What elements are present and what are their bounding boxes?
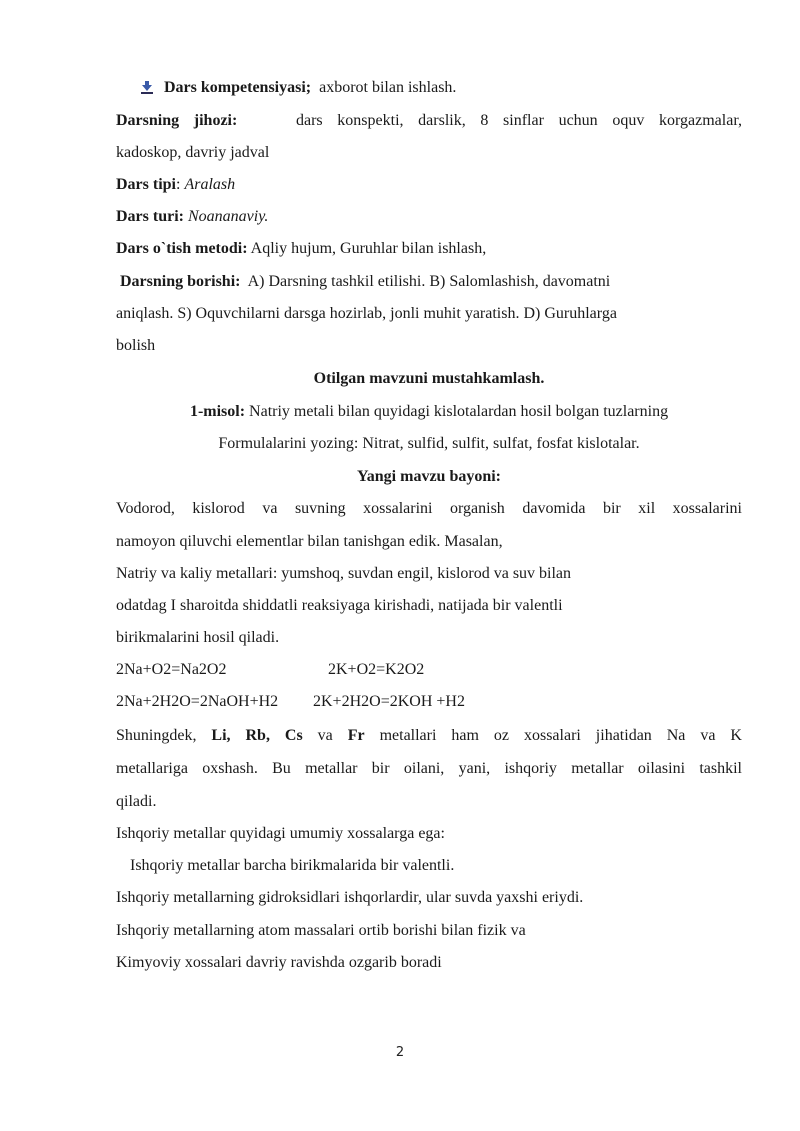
equipment-label: Darsning jihozi: xyxy=(116,112,238,129)
paragraph-2-line-2: odatdag I sharoitda shiddatli reaksiyaga kirishadi, natijada bir valentli xyxy=(116,597,563,614)
paragraph-3-line-3: qiladi. xyxy=(116,793,157,810)
lesson-type-line: Dars tipi: Aralash xyxy=(116,176,236,193)
lesson-process-line-1 xyxy=(120,272,746,292)
lesson-method-value: Aqliy hujum, Guruhlar bilan ishlash, xyxy=(250,240,487,257)
example-text-1: Natriy metali bilan quyidagi kislotalardan hosil bolgan tuzlarning xyxy=(249,403,669,420)
paragraph-1-line-1: Vodorod, kislorod va suvning xossalarini organish davomida bir xil xossalarini xyxy=(116,500,742,517)
p3-rest: metallari ham oz xossalari jihatidan Na va K xyxy=(364,727,742,744)
competency-value: axborot bilan ishlash. xyxy=(319,79,457,96)
paragraph-6: Ishqoriy metallarning gidroksidlari ishqorlardir, ular suvda yaxshi eriydi. xyxy=(116,889,584,906)
equation-row-1 xyxy=(116,660,742,680)
example-line-2: Formulalarini yozing: Nitrat, sulfid, sulfit, sulfat, fosfat kislotalar. xyxy=(218,435,640,452)
p3-mid: va xyxy=(302,727,348,744)
review-heading-text: Otilgan mavzuni mustahkamlash. xyxy=(313,370,545,387)
paragraph-4: Ishqoriy metallar quyidagi umumiy xossalarga ega: xyxy=(116,825,445,842)
competency-line xyxy=(140,78,740,98)
example-label: 1-misol: xyxy=(189,403,246,420)
example-line-1 xyxy=(116,402,742,422)
lesson-process-line-3: bolish xyxy=(116,337,156,354)
paragraph-3-line-2: metallariga oxshash. Bu metallar bir oilani, yani, ishqoriy metallar oilasini tashkil xyxy=(116,760,742,777)
p3-bold-fr: Fr xyxy=(347,727,365,744)
review-heading xyxy=(116,369,742,389)
lesson-kind-line xyxy=(116,207,742,227)
lesson-process-value-1: A) Darsning tashkil etilishi. B) Salomlashish, davomatni xyxy=(247,273,611,290)
equation-k-h2o: 2K+2H2O=2KOH +H2 xyxy=(313,693,465,710)
competency-label: Dars kompetensiyasi; xyxy=(164,79,312,96)
paragraph-5: Ishqoriy metallar barcha birikmalarida bir valentli. xyxy=(130,857,455,874)
new-topic-heading xyxy=(116,467,742,487)
equation-na-h2o: 2Na+2H2O=2NaOH+H2 xyxy=(116,693,279,710)
lesson-kind-label: Dars turi: xyxy=(116,208,184,225)
lesson-process-line-2: aniqlash. S) Oquvchilarni darsga hozirlab, jonli muhit yaratish. D) Guruhlarga xyxy=(116,305,617,322)
lesson-kind-value: Noananaviy. xyxy=(187,208,269,225)
equation-row-2 xyxy=(116,692,742,712)
equipment-line-2: kadoskop, davriy jadval xyxy=(116,144,270,161)
paragraph-1-line-2: namoyon qiluvchi elementlar bilan tanishgan edik. Masalan, xyxy=(116,533,503,550)
p3-prefix: Shuningdek, xyxy=(116,727,212,744)
page-number: 2 xyxy=(395,1045,405,1060)
lesson-method-label: Dars o`tish metodi: xyxy=(116,240,248,257)
paragraph-7-line-2: Kimyoviy xossalari davriy ravishda ozgarib boradi xyxy=(116,954,442,971)
p3-bold-elements: Li, Rb, Cs xyxy=(211,727,303,744)
equation-na-o2: 2Na+O2=Na2O2 xyxy=(116,661,227,678)
lesson-process-label: Darsning borishi: xyxy=(120,273,241,290)
equation-k-o2: 2K+O2=K2O2 xyxy=(328,661,425,678)
lesson-type-label: Dars tipi xyxy=(116,176,176,193)
equipment-line-1 xyxy=(116,111,742,131)
paragraph-7-line-1: Ishqoriy metallarning atom massalari ortib borishi bilan fizik va xyxy=(116,922,526,939)
lesson-type-value: Aralash xyxy=(184,176,236,193)
equipment-value-1: dars konspekti, darslik, 8 sinflar uchun oquv korgazmalar, xyxy=(295,112,743,129)
arrow-bullet-icon xyxy=(140,80,154,94)
lesson-method-line xyxy=(116,239,742,259)
paragraph-3-line-1 xyxy=(116,726,742,746)
new-topic-heading-text: Yangi mavzu bayoni: xyxy=(356,468,502,485)
paragraph-2-line-1: Natriy va kaliy metallari: yumshoq, suvdan engil, kislorod va suv bilan xyxy=(116,565,572,582)
paragraph-2-line-3: birikmalarini hosil qiladi. xyxy=(116,629,280,646)
